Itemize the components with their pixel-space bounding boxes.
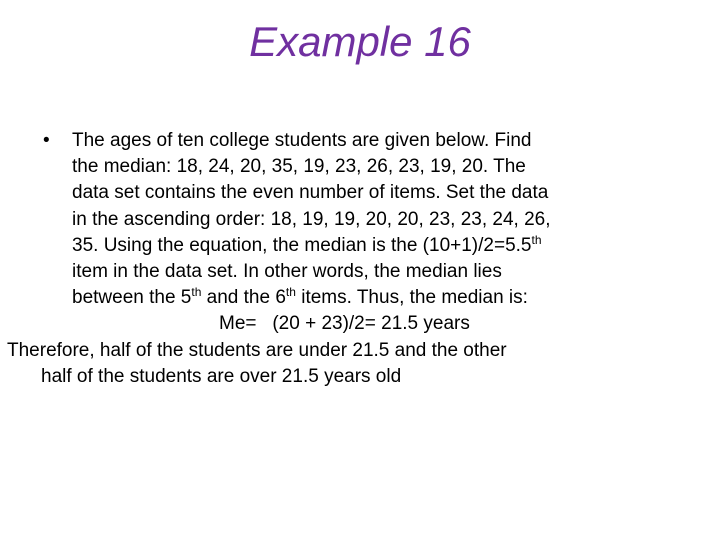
body-line-5-text: 35. Using the equation, the median is the (10+1)/2=5.5 bbox=[72, 234, 532, 256]
body-line-7-text-c: items. Thus, the median is: bbox=[295, 287, 528, 309]
conclusion-line-2: half of the students are over 21.5 years old bbox=[41, 365, 402, 387]
body-line-6: item in the data set. In other words, the median lies bbox=[72, 261, 502, 283]
slide-body bbox=[7, 128, 708, 390]
conclusion-paragraph bbox=[7, 338, 708, 390]
body-line-5 bbox=[72, 233, 708, 259]
bullet-paragraph bbox=[38, 128, 708, 338]
body-line-3: data set contains the even number of items. Set the data bbox=[72, 182, 549, 204]
body-line-1: The ages of ten college students are given below. Find bbox=[72, 130, 532, 151]
body-line-7 bbox=[72, 285, 708, 311]
ordinal-suffix: th bbox=[191, 285, 202, 300]
ordinal-suffix: th bbox=[531, 232, 542, 247]
body-line-4: in the ascending order: 18, 19, 19, 20, 20, 23, 23, 24, 26, bbox=[72, 208, 551, 230]
conclusion-line-1: Therefore, half of the students are under 21.5 and the other bbox=[7, 339, 507, 361]
ordinal-suffix: th bbox=[285, 285, 296, 300]
body-line-7-text-a: between the 5 bbox=[72, 287, 192, 309]
body-line-7-text-b: and the 6 bbox=[201, 287, 286, 309]
bullet-icon: • bbox=[43, 130, 50, 151]
slide-title: Example 16 bbox=[249, 18, 471, 65]
median-formula: Me= (20 + 23)/2= 21.5 years bbox=[219, 313, 470, 335]
body-line-2: the median: 18, 24, 20, 35, 19, 23, 26, 23, 19, 20. The bbox=[72, 156, 526, 178]
